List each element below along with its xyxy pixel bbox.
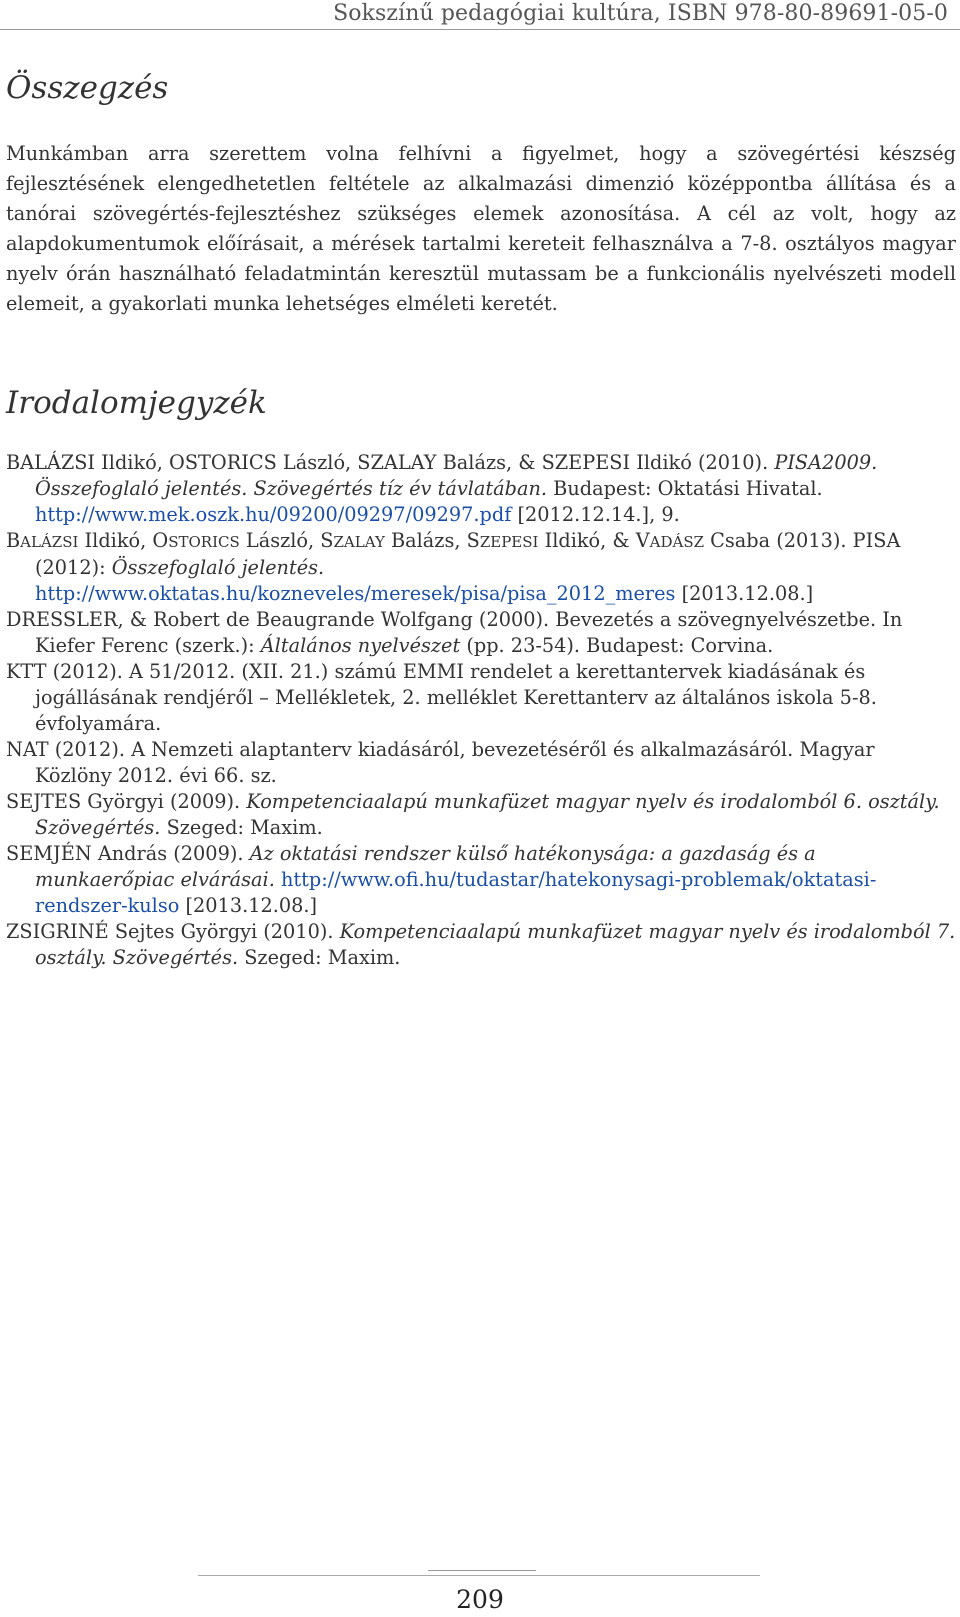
reference-link[interactable]: http://www.ofi.hu/tudastar/hatekonysagi-problemak/oktatasi-rendszer-kulso (35, 868, 877, 917)
reference-text: László, S (239, 529, 334, 552)
reference-item (6, 789, 956, 841)
small-caps-text: ALÁZSI (20, 533, 79, 551)
reference-text: NAT (2012). A Nemzeti alaptanterv kiadásáról, bevezetéséről és alkalmazásáról. Magyar Közlöny 2012. évi 66. sz. (6, 738, 875, 787)
reference-text: SEMJÉN András (2009). (6, 842, 250, 865)
reference-text: Szeged: Maxim. (160, 816, 323, 839)
summary-heading: Összegzés (6, 70, 169, 106)
footer-short-rule (428, 1570, 536, 1571)
reference-text: [2012.12.14.], 9. (511, 503, 680, 526)
page-number: 209 (456, 1585, 504, 1614)
reference-link[interactable]: http://www.mek.oszk.hu/09200/09297/09297.pdf (35, 503, 512, 526)
reference-title: Kompetenciaalapú munkafüzet magyar nyelv és irodalomból 6. osztály. Szövegértés. (35, 790, 940, 839)
small-caps-text: ZEPESI (479, 533, 539, 551)
reference-item (6, 450, 956, 528)
small-caps-text: ZALAY (333, 533, 385, 551)
reference-text: [2013.12.08.] (675, 582, 814, 605)
running-header (0, 0, 960, 30)
reference-text: Budapest: Oktatási Hivatal. (547, 477, 823, 500)
footer-rule (198, 1575, 760, 1576)
reference-text: BALÁZSI Ildikó, OSTORICS László, SZALAY Balázs, & SZEPESI Ildikó (2010). (6, 451, 775, 474)
reference-text: (pp. 23-54). Budapest: Corvina. (460, 634, 774, 657)
reference-item (6, 737, 956, 789)
reference-text: Csaba (2013). PISA (2012): (35, 529, 901, 579)
reference-text: . Szeged: Maxim. (231, 946, 401, 969)
reference-title: Összefoglaló jelentés. (111, 556, 325, 579)
reference-list (6, 450, 956, 971)
reference-text: Ildikó, O (78, 529, 169, 552)
reference-text: B (6, 529, 21, 552)
reference-text: [2013.12.08.] (179, 894, 318, 917)
reference-item (6, 659, 956, 737)
reference-link[interactable]: http://www.oktatas.hu/kozneveles/meresek/pisa/pisa_2012_meres (35, 582, 676, 605)
small-caps-text: ADÁSZ (649, 533, 705, 551)
reference-item (6, 528, 956, 607)
reference-title: Általános nyelvészet (260, 634, 461, 657)
reference-text: SEJTES Györgyi (2009). (6, 790, 247, 813)
reference-title: Kompetenciaalapú munkafüzet magyar nyelv és irodalomból 7. osztály. Szövegértés (35, 920, 956, 969)
reference-item (6, 841, 956, 919)
reference-item (6, 607, 956, 659)
bibliography-heading: Irodalomjegyzék (6, 385, 267, 421)
small-caps-text: STORICS (168, 533, 240, 551)
reference-text: DRESSLER, & Robert de Beaugrande Wolfgang (2000). Bevezetés a szövegnyelvészetbe. In Kiefer Ferenc (szerk.): (6, 608, 903, 657)
reference-text: Ildikó, & V (538, 529, 650, 552)
reference-text: KTT (2012). A 51/2012. (XII. 21.) számú EMMI rendelet a kerettantervek kiadásának és jogállásának rendjéről – Mellékletek, 2. melléklet Kerettanterv az általános iskola 5-8. évfolyamára. (6, 660, 877, 735)
reference-title: PISA2009. Összefoglaló jelentés. Szövegértés tíz év távlatában. (35, 451, 878, 500)
reference-text: Balázs, S (384, 529, 480, 552)
running-title: Sokszínű pedagógiai kultúra, ISBN 978-80-89691-05-0 (333, 1, 948, 26)
reference-text: ZSIGRINÉ Sejtes Györgyi (2010). (6, 920, 340, 943)
summary-paragraph: Munkámban arra szerettem volna felhívni a figyelmet, hogy a szövegértési készség fejlesztésének elengedhetetlen feltétele az alkalmazási dimenzió középpontba állítása és a tanórai szövegértés-fejlesztéshez szükséges elemek azonosítása. A cél az volt, hogy az alapdokumentumok előírásait, a mérések tartalmi kereteit felhasználva a 7-8. osztályos magyar nyelv órán használható feladatmintán keresztül mutassam be a funkcionális nyelvészeti modell elemeit, a gyakorlati munka lehetséges elméleti keretét. (6, 142, 956, 315)
reference-title: Az oktatási rendszer külső hatékonysága: a gazdaság és a munkaerőpiac elvárásai. (35, 842, 816, 891)
reference-item (6, 919, 956, 971)
